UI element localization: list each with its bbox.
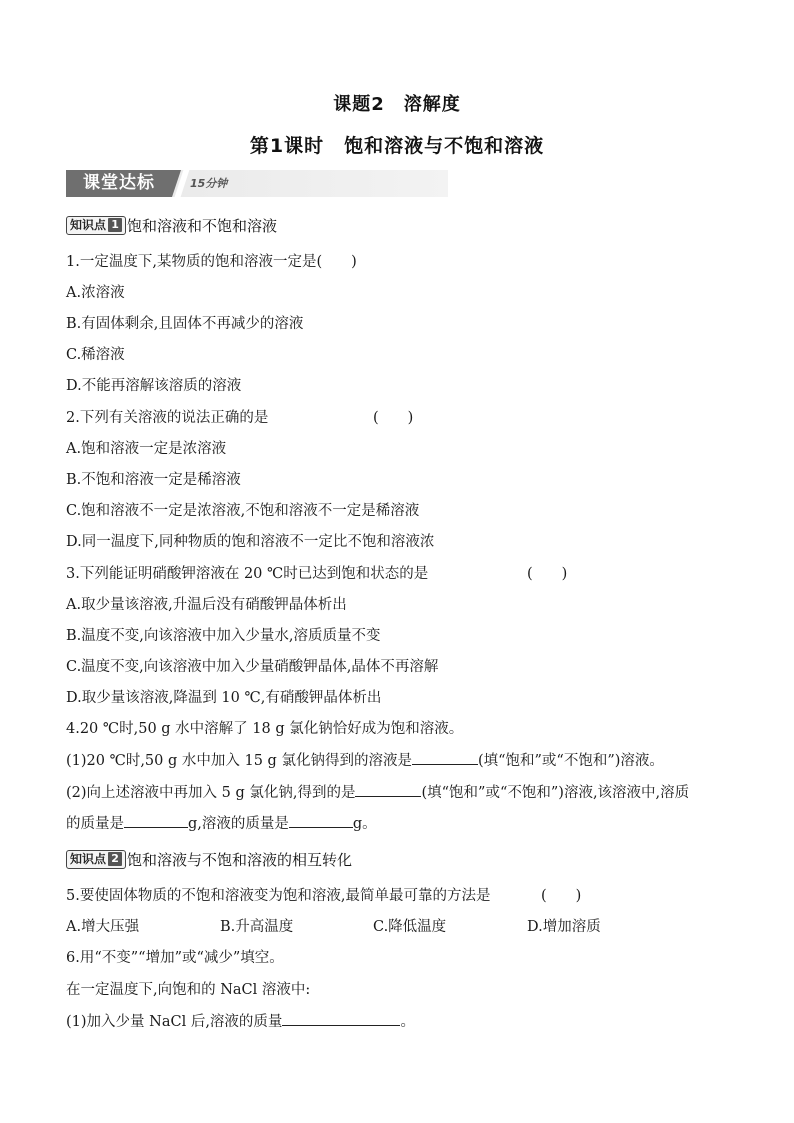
question-6-stem: 6.用“不变”“增加”或“减少”填空。	[66, 950, 284, 966]
question-5-option-d: D.增加溶质	[527, 919, 601, 935]
question-1-option-a: A.浓溶液	[66, 285, 125, 301]
question-6-part-1	[66, 1011, 415, 1032]
knowledge-point-title: 饱和溶液与不饱和溶液的相互转化	[127, 850, 353, 869]
question-1-option-b: B.有固体剩余,且固体不再减少的溶液	[66, 316, 304, 332]
question-1-option-d: D.不能再溶解该溶质的溶液	[66, 378, 242, 394]
question-5-answer-paren: ( )	[541, 888, 582, 904]
answer-blank[interactable]	[355, 782, 421, 797]
question-4-stem: 4.20 ℃时,50 g 水中溶解了 18 g 氯化钠恰好成为饱和溶液。	[66, 721, 464, 737]
question-4-part-2	[66, 782, 689, 803]
question-6-part-1-suffix: 。	[400, 1014, 415, 1030]
class-practice-banner	[66, 170, 448, 197]
banner-label: 课堂达标	[66, 170, 172, 197]
period-title: 第1课时 饱和溶液与不饱和溶液	[249, 135, 545, 157]
knowledge-point-tag: 知识点 1	[66, 216, 126, 235]
question-4-part-1-text: (1)20 ℃时,50 g 水中加入 15 g 氯化钠得到的溶液是	[66, 753, 412, 769]
question-5-option-b: B.升高温度	[220, 919, 294, 935]
knowledge-point-1	[66, 215, 277, 235]
knowledge-point-2	[66, 849, 352, 869]
answer-blank[interactable]	[282, 1011, 400, 1026]
question-6-intro: 在一定温度下,向饱和的 NaCl 溶液中:	[66, 982, 311, 998]
question-1-stem: 1.一定温度下,某物质的饱和溶液一定是( )	[66, 254, 357, 270]
question-5-stem: 5.要使固体物质的不饱和溶液变为饱和溶液,最简单最可靠的方法是	[66, 888, 491, 904]
question-1-option-c: C.稀溶液	[66, 347, 125, 363]
question-3-stem: 3.下列能证明硝酸钾溶液在 20 ℃时已达到饱和状态的是	[66, 566, 429, 582]
answer-blank[interactable]	[124, 813, 188, 828]
question-4-solution-label: g,溶液的质量是	[188, 816, 289, 832]
knowledge-point-number: 1	[108, 218, 122, 232]
question-5-option-c: C.降低温度	[373, 919, 447, 935]
question-4-part-2-continued	[66, 813, 377, 834]
question-4-part-2-suffix: (填“饱和”或“不饱和”)溶液,该溶液中,溶质	[421, 785, 690, 801]
question-4-part-2-text: (2)向上述溶液中再加入 5 g 氯化钠,得到的是	[66, 785, 356, 801]
question-4-unit: g。	[352, 816, 377, 832]
question-3-option-b: B.温度不变,向该溶液中加入少量水,溶质质量不变	[66, 628, 381, 644]
knowledge-point-number: 2	[108, 852, 122, 866]
question-5-option-a: A.增大压强	[66, 919, 140, 935]
question-4-solute-label: 的质量是	[66, 816, 124, 832]
question-4-part-1	[66, 750, 664, 771]
question-2-option-a: A.饱和溶液一定是浓溶液	[66, 441, 227, 457]
question-2-option-c: C.饱和溶液不一定是浓溶液,不饱和溶液不一定是稀溶液	[66, 503, 420, 519]
lesson-title: 课题2 溶解度	[333, 94, 461, 115]
question-2-option-b: B.不饱和溶液一定是稀溶液	[66, 472, 241, 488]
question-3-option-c: C.温度不变,向该溶液中加入少量硝酸钾晶体,晶体不再溶解	[66, 659, 439, 675]
question-2-answer-paren: ( )	[373, 410, 414, 426]
banner-time: 15分钟	[190, 177, 228, 190]
question-6-part-1-text: (1)加入少量 NaCl 后,溶液的质量	[66, 1014, 283, 1030]
question-3-option-d: D.取少量该溶液,降温到 10 ℃,有硝酸钾晶体析出	[66, 690, 382, 706]
knowledge-point-tag: 知识点 2	[66, 850, 126, 869]
question-4-part-1-suffix: (填“饱和”或“不饱和”)溶液。	[477, 753, 664, 769]
question-2-option-d: D.同一温度下,同种物质的饱和溶液不一定比不饱和溶液浓	[66, 534, 435, 550]
question-3-answer-paren: ( )	[527, 566, 568, 582]
answer-blank[interactable]	[412, 750, 478, 765]
answer-blank[interactable]	[289, 813, 353, 828]
knowledge-point-title: 饱和溶液和不饱和溶液	[127, 216, 278, 235]
question-3-option-a: A.取少量该溶液,升温后没有硝酸钾晶体析出	[66, 597, 347, 613]
question-2-stem: 2.下列有关溶液的说法正确的是	[66, 410, 269, 426]
